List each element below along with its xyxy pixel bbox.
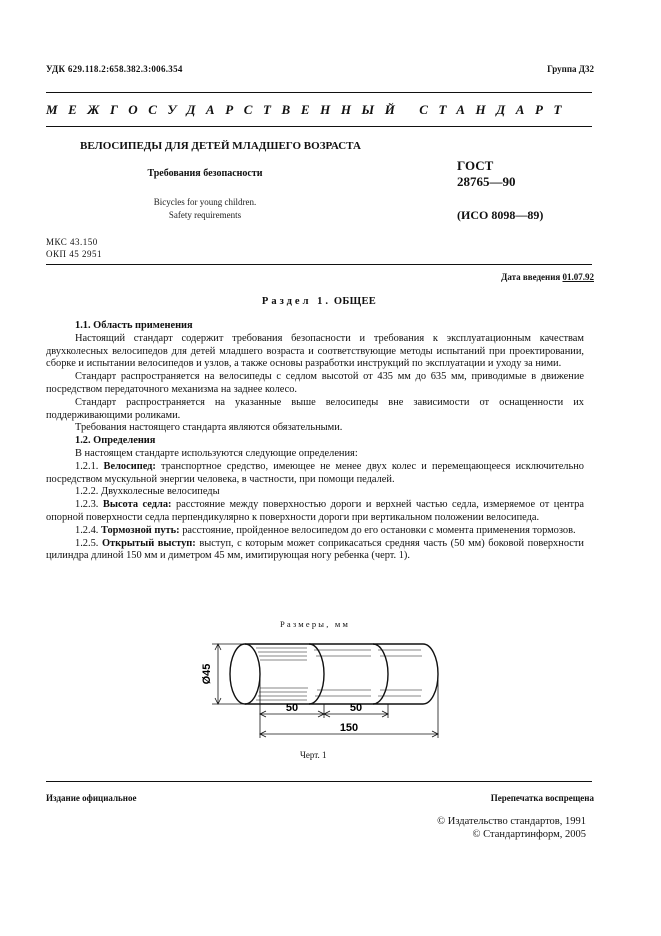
okp-code: ОКП 45 2951	[46, 249, 103, 259]
effective-date-value: 01.07.92	[562, 272, 594, 282]
definition-bicycle	[46, 461, 584, 487]
effective-date	[501, 272, 594, 282]
copyright-block	[437, 815, 586, 841]
english-title-line2: Safety requirements	[168, 210, 242, 220]
cylinder-segment-line-1	[309, 644, 324, 704]
copyright-2005: © Стандартинформ, 2005	[472, 829, 586, 840]
definition-term: Тормозной путь:	[101, 524, 180, 536]
paragraph-saddle-range: Стандарт распространяется на велосипеды с седлом высотой от 435 мм до 635 мм, приводимые в движение посредством передаточного механизма на заднее колесо.	[46, 371, 584, 395]
definition-text: транспортное средство, имеющее не менее двух колес и перемещающееся исключительно посредством мускульной энергии человека, в частности, при помощи педалей.	[46, 460, 584, 485]
mks-code: МКС 43.150	[46, 237, 98, 247]
dimension-50-right: 50	[349, 702, 363, 714]
group-code: Группа Д32	[547, 64, 594, 74]
definition-term: Открытый выступ:	[101, 537, 196, 549]
definition-number: 1.2.5.	[75, 537, 99, 549]
definition-term: Велосипед:	[103, 460, 156, 472]
section-name: ОБЩЕЕ	[333, 296, 377, 307]
paragraph-mandatory: Требования настоящего стандарта являются обязательными.	[75, 422, 343, 434]
definition-braking-distance	[46, 525, 584, 538]
cylinder-shading	[256, 648, 422, 700]
definition-number: 1.2.4.	[75, 524, 99, 536]
figure-caption: Черт. 1	[300, 750, 327, 760]
body-text	[46, 320, 584, 563]
clause-1-2-heading: 1.2. Определения	[75, 435, 156, 447]
dimension-150: 150	[339, 722, 359, 734]
definition-term: Высота седла:	[102, 499, 172, 511]
gost-label: ГОСТ	[457, 158, 494, 173]
definition-text: расстояние между поверхностью дороги и верхней частью седла, измеряемое от центра опорной поверхности седла перпендикулярно к поверхности дороги при вертикальном положении велосипеда.	[46, 499, 584, 523]
top-divider	[46, 92, 592, 93]
paragraph-definitions-intro: В настоящем стандарте используются следующие определения:	[75, 447, 358, 459]
copyright-1991: © Издательство стандартов, 1991	[437, 816, 586, 827]
reprint-note: Перепечатка воспрещена	[490, 793, 594, 803]
standard-type-heading: МЕЖГОСУДАРСТВЕННЫЙ СТАНДАРТ	[46, 102, 573, 117]
codes-divider	[46, 264, 592, 265]
section-prefix: Раздел 1.	[261, 296, 331, 307]
dimension-50-left: 50	[285, 702, 299, 714]
paragraph-scope: Настоящий стандарт содержит требования безопасности и требования к эксплуатационным качествам двухколесных велосипедов для детей младшего возраста и соответствующие методы испытаний при проектировании, сборке и испытании велосипедов и узлов, а также основы разработки инструкций по эксплуатации и уходу за ними.	[46, 332, 584, 370]
english-title-line1: Bicycles for young children.	[153, 197, 257, 207]
iso-reference: (ИСО 8098—89)	[457, 208, 544, 222]
definition-text: расстояние, пройденное велосипедом до его остановки с момента применения тормозов.	[182, 524, 576, 536]
definition-number: 1.2.1.	[75, 460, 99, 472]
dimension-diameter: Ø45	[201, 663, 213, 685]
figure-dimensions-caption: Размеры, мм	[279, 619, 351, 629]
heading-divider	[46, 126, 592, 127]
udk-code: УДК 629.118.2:658.382.3:006.354	[46, 64, 183, 74]
english-title	[100, 196, 310, 222]
footer-divider	[46, 781, 592, 782]
cylinder-right-face	[423, 644, 438, 704]
clause-1-1-heading: 1.1. Область применения	[75, 320, 193, 331]
paragraph-rollers: Стандарт распространяется на указанные выше велосипеды вне зависимости от оснащенности их поддерживающими роликами.	[46, 396, 584, 421]
definition-open-protrusion	[46, 538, 584, 564]
document-subtitle: Требования безопасности	[147, 168, 263, 179]
gost-block	[457, 158, 516, 190]
edition-note: Издание официальное	[46, 793, 137, 803]
effective-date-label: Дата введения	[501, 272, 561, 282]
cylinder-left-face	[230, 644, 260, 704]
classification-codes	[46, 236, 102, 260]
definition-number: 1.2.3.	[75, 499, 99, 511]
gost-number: 28765—90	[457, 174, 516, 189]
cylinder-drawing	[190, 630, 450, 748]
definition-saddle-height	[46, 499, 584, 525]
cylinder-segment-line-2	[373, 644, 388, 704]
definition-text: выступ, с которым может соприкасаться средняя часть (50 мм) боковой поверхности цилиндра длиной 150 мм и диметром 45 мм, имитирующая ногу ребенка (черт. 1).	[46, 537, 584, 562]
document-title: ВЕЛОСИПЕДЫ ДЛЯ ДЕТЕЙ МЛАДШЕГО ВОЗРАСТА	[80, 140, 361, 152]
definition-two-wheel: 1.2.2. Двухколесные велосипеды	[75, 486, 220, 498]
dimension-lines	[212, 644, 438, 738]
section-heading	[46, 296, 592, 307]
